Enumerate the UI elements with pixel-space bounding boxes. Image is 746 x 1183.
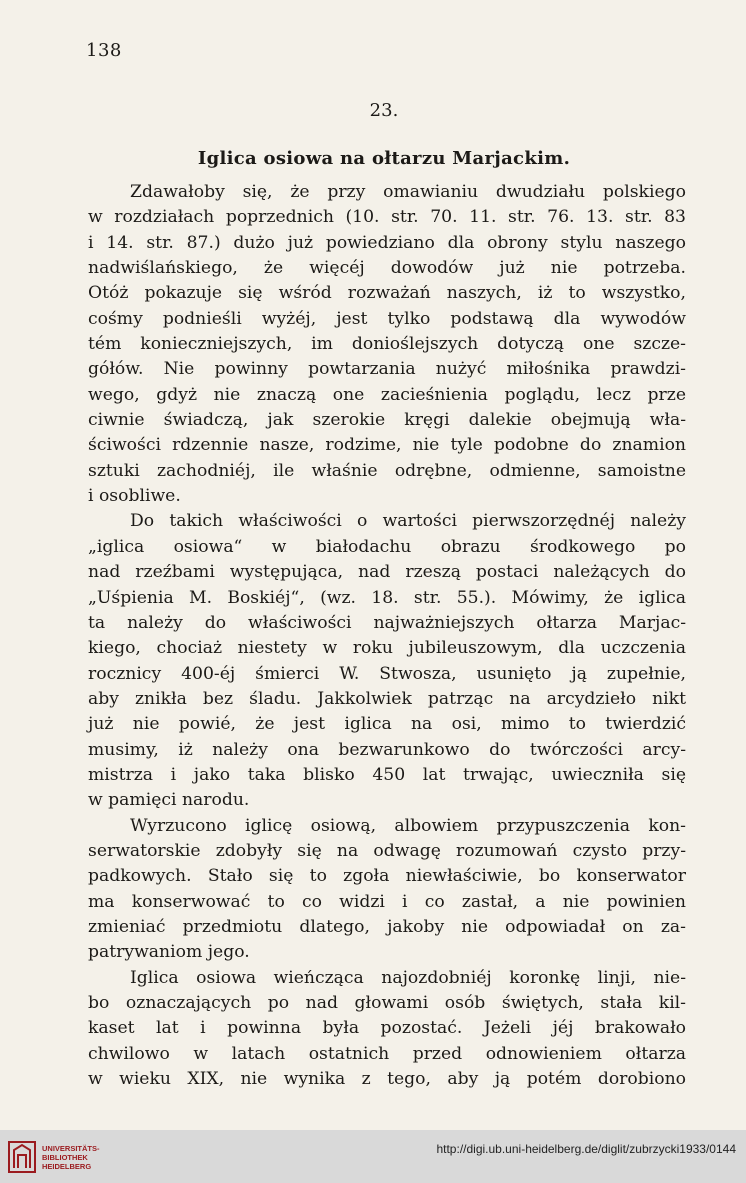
text-line: serwatorskie zdobyły się na odwagę rozumowań czysto przy- [88, 840, 686, 861]
text-line: bo oznaczających po nad głowami osób świętych, stała kil- [88, 993, 686, 1013]
logo-line-3: HEIDELBERG [42, 1161, 92, 1171]
text-line: „iglica osiowa“ w białodachu obrazu środkowego po [88, 536, 686, 557]
text-line: wego, gdyż nie znaczą one zacieśnienia poglądu, lecz prze [88, 384, 686, 405]
library-logo[interactable] [8, 1138, 128, 1176]
text-line: chwilowo w latach ostatnich przed odnowieniem ołtarza [88, 1043, 686, 1064]
library-logo-icon [8, 1140, 36, 1174]
text-line: Otóż pokazuje się wśród rozważań naszych, iż to wszystko, [88, 283, 686, 304]
text-line: już nie powié, że jest iglica na osi, mimo to twierdzić [88, 714, 686, 735]
page-number: 138 [86, 40, 122, 61]
source-url-link[interactable]: http://digi.ub.uni-heidelberg.de/diglit/zubrzycki1933/0144 [436, 1142, 736, 1156]
text-line: w pamięci narodu. [88, 790, 250, 811]
text-line: Iglica osiowa wieńcząca najozdobniéj koronkę linji, nie- [130, 967, 686, 988]
text-line: nadwiślańskiego, że więcéj dowodów już nie potrzeba. [88, 258, 686, 279]
text-line: Wyrzucono iglicę osiową, albowiem przypuszczenia kon- [130, 815, 686, 836]
text-line: w rozdziałach poprzednich (10. str. 70. 11. str. 76. 13. str. 83 [88, 207, 686, 228]
text-line: gółów. Nie powinny powtarzania nużyć miłośnika prawdzi- [88, 359, 686, 380]
text-line: Zdawałoby się, że przy omawianiu dwudziału polskiego [130, 182, 686, 202]
text-line: mistrza i jako taka blisko 450 lat trwając, uwieczniła się [88, 764, 686, 785]
text-line: ściwości rdzennie nasze, rodzime, nie tyle podobne do znamion [88, 435, 686, 456]
text-line: patrywaniom jego. [88, 942, 250, 963]
text-line: rocznicy 400-éj śmierci W. Stwosza, usunięto ją zupełnie, [88, 663, 686, 684]
text-line: ma konserwować to co widzi i co zastał, a nie powinien [88, 891, 686, 912]
text-line: i osobliwe. [88, 486, 181, 507]
text-line: nad rzeźbami występująca, nad rzeszą postaci należących do [88, 562, 686, 583]
text-line: ciwnie świadczą, jak szerokie kręgi dalekie obejmują wła- [88, 410, 686, 431]
text-line: aby znikła bez śladu. Jakkolwiek patrząc na arcydzieło nikt [88, 688, 686, 709]
logo-line-2: BIBLIOTHEK [42, 1152, 88, 1162]
text-line: cośmy podnieśli wyżéj, jest tylko podstawą dla wywodów [88, 308, 686, 329]
logo-line-1: UNIVERSITÄTS- [42, 1143, 100, 1153]
text-line: padkowych. Stało się to zgoła niewłaściwie, bo konserwator [88, 866, 686, 887]
text-line: zmieniać przedmiotu dlatego, jakoby nie odpowiadał on za- [88, 916, 686, 937]
text-line: kiego, chociaż niestety w roku jubileuszowym, dla uczczenia [88, 638, 686, 659]
text-line: ta należy do właściwości najważniejszych ołtarza Marjac- [88, 612, 686, 633]
library-logo-text [42, 1144, 100, 1171]
chapter-number: 23. [369, 100, 399, 121]
text-line: sztuki zachodniéj, ile właśnie odrębne, odmienne, samoistne [88, 460, 686, 481]
text-line: Do takich właściwości o wartości pierwszorzędnéj należy [130, 511, 686, 532]
footer-bar [0, 1130, 746, 1183]
text-line: „Uśpienia M. Boskiéj“, (wz. 18. str. 55.). Mówimy, że iglica [88, 587, 686, 608]
text-line: tém konieczniejszych, im donioślejszych dotyczą one szcze- [88, 334, 686, 355]
text-line: i 14. str. 87.) dużo już powiedziano dla obrony stylu naszego [88, 232, 686, 253]
chapter-title: Iglica osiowa na ołtarzu Marjackim. [197, 148, 571, 169]
body-text [88, 180, 686, 1092]
text-line: kaset lat i powinna była pozostać. Jeżeli jéj brakowało [88, 1018, 686, 1039]
text-line: w wieku XIX, nie wynika z tego, aby ją potém dorobiono [88, 1069, 686, 1090]
text-line: musimy, iż należy ona bezwarunkowo do twórczości arcy- [88, 739, 686, 760]
